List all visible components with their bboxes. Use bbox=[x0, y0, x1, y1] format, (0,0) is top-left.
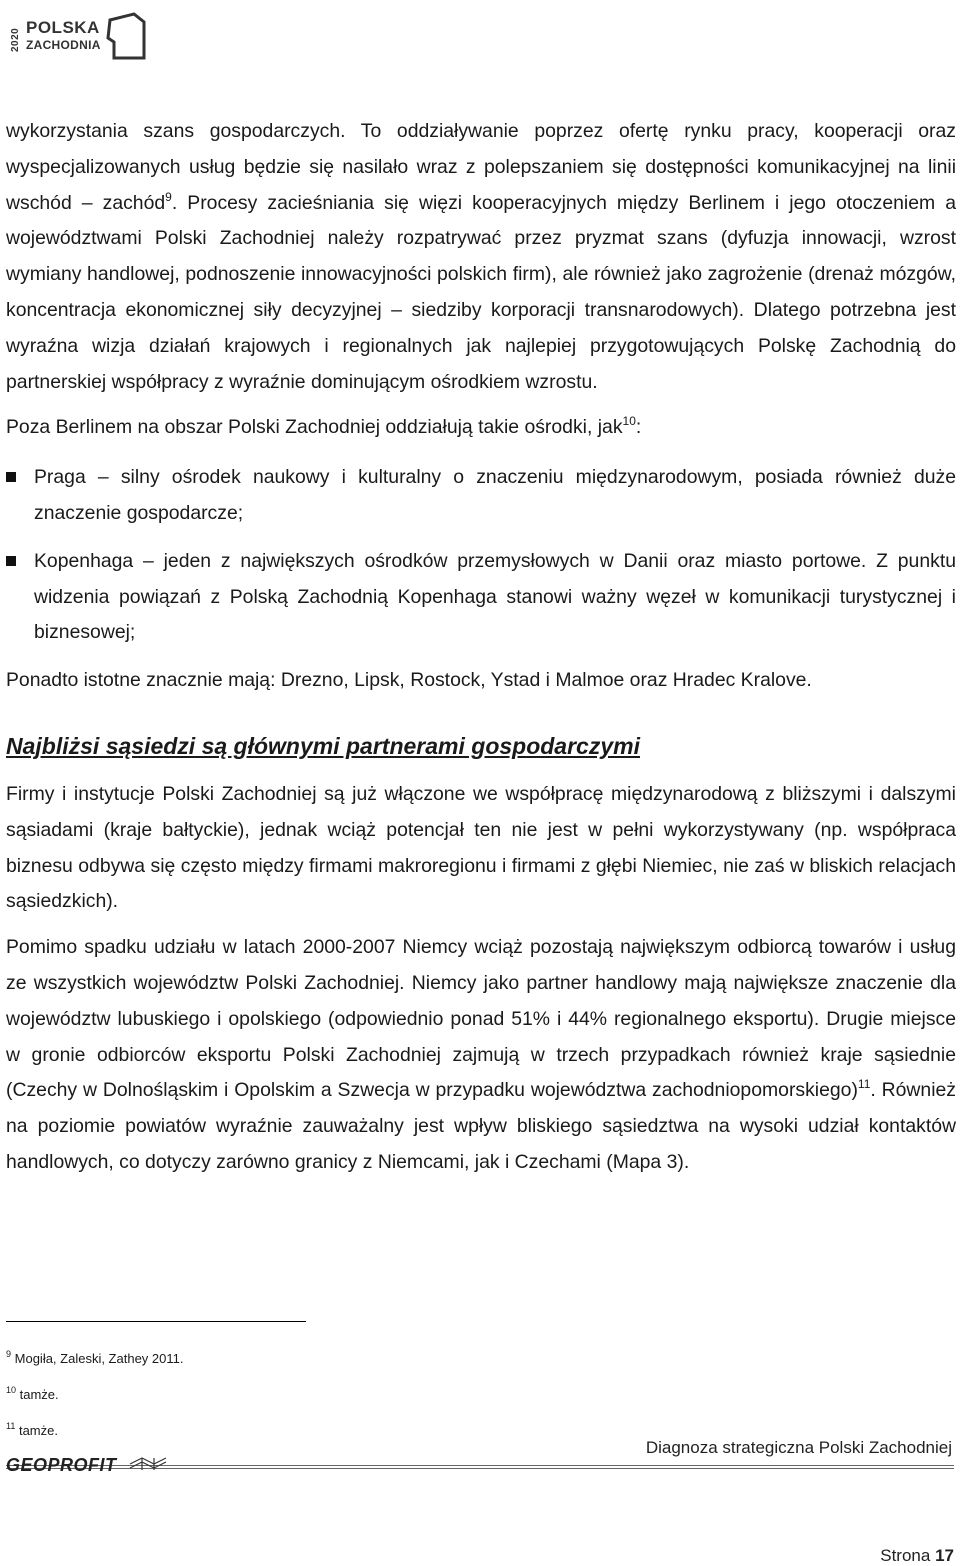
logo-line2: ZACHODNIA bbox=[26, 38, 101, 52]
paragraph-3: Ponadto istotne znacznie mają: Drezno, Lipsk, Rostock, Ystad i Malmoe oraz Hradec Kralove. bbox=[6, 669, 812, 692]
footnote-9: $^9$ Mogiła, Zaleski, Zathey 2011. bbox=[6, 1349, 184, 1366]
square-bullet-icon bbox=[6, 472, 16, 482]
logo-line1: POLSKA bbox=[26, 18, 100, 37]
logo-map-icon bbox=[104, 12, 150, 62]
geoprofit-logo-icon bbox=[128, 1455, 172, 1473]
footnote-10: $^{10}$ tamże. bbox=[6, 1385, 59, 1402]
page-body bbox=[6, 114, 956, 1181]
footnote-11: $^{11}$ tamże. bbox=[6, 1421, 58, 1438]
paragraph-5: Pomimo spadku udziału w latach 2000-2007 Niemcy wciąż pozostają największym odbiorcą towarów i usług ze wszystkich województw Polski Zachodniej. Niemcy jako partner handlowy mają największe znaczenie dla województw lubuskiego i opolskiego (odpowiednio ponad 51% i 44% regionalnego eksportu). Drugie miejsce w gronie odbiorców eksportu Polski Zachodniej zajmują w trzech przypadkach również kraje sąsiednie (Czechy w Dolnośląskim i Opolskim a Szwecja w przypadku województwa zachodniopomorskiego)$^{11}$. Również na poziomie powiatów wyraźnie zauważalny jest wpływ bliskiego sąsiedztwa na wysoki udział kontaktów handlowych, co dotyczy zarówno granicy z Niemcami, jak i Czechami (Mapa 3). bbox=[6, 936, 956, 1173]
document-title: Diagnoza strategiczna Polski Zachodniej bbox=[645, 1438, 952, 1457]
logo-year: 2020 bbox=[10, 27, 21, 52]
footnote-ref-11[interactable]: 11 bbox=[857, 1077, 871, 1092]
section-heading: Najbliżsi sąsiedzi są głównymi partnerami gospodarczymi bbox=[6, 732, 640, 759]
polska-zachodnia-logo bbox=[10, 8, 150, 64]
geoprofit-logo-text: GEOPROFIT bbox=[6, 1455, 117, 1475]
footnote-ref-10[interactable]: 10 bbox=[622, 414, 636, 429]
square-bullet-icon bbox=[6, 556, 16, 566]
paragraph-2: Poza Berlinem na obszar Polski Zachodniej oddziałują takie ośrodki, jak$^{10}$: bbox=[6, 414, 642, 439]
footnote-ref-9[interactable]: 9 bbox=[165, 189, 172, 204]
list-item: Kopenhaga – jeden z największych ośrodków przemysłowych w Danii oraz miasto portowe. Z punktu widzenia powiązań z Polską Zachodnią Kopenhaga stanowi ważny węzeł w komunikacji turystycznej i biznesowej; bbox=[6, 544, 956, 651]
paragraph-4: Firmy i instytucje Polski Zachodniej są już włączone we współpracę międzynarodową z bliższymi i dalszymi sąsiadami (kraje bałtyckie), jednak wciąż potencjał ten nie jest w pełni wykorzystywany (np. współpraca biznesu odbywa się często między firmami makroregionu i firmami z głębi Niemiec, nie zaś w bliskich relacjach sąsiedzkich). bbox=[6, 782, 956, 913]
paragraph-1: wykorzystania szans gospodarczych. To oddziaływanie poprzez ofertę rynku pracy, kooperacji oraz wyspecjalizowanych usług będzie się nasilało wraz z polepszaniem się dostępności komunikacyjnej na linii wschód – zachód$^9$. Procesy zacieśniania się więzi kooperacyjnych między Berlinem i jego otoczeniem a województwami Polski Zachodniej należy rozpatrywać przez pryzmat szans (dyfuzja innowacji, wzrost wymiany handlowej, podnoszenie innowacyjności polskich firm), ale również jako zagrożenie (drenaż mózgów, koncentracja ekonomicznej siły decyzyjnej – siedziby korporacji transnarodowych). Dlatego potrzebna jest wyraźna wizja działań krajowych i regionalnych jak najlepiej przygotowujących Polskę Zachodnią do partnerskiej współpracy z wyraźnie dominującym ośrodkiem wzrostu. bbox=[6, 120, 956, 393]
list-item: Praga – silny ośrodek naukowy i kulturalny o znaczeniu międzynarodowym, posiada również duże znaczenie gospodarcze; bbox=[6, 460, 956, 532]
page-number: Strona 17 bbox=[880, 1546, 954, 1565]
cities-list bbox=[6, 460, 956, 651]
footnote-separator bbox=[6, 1321, 306, 1322]
